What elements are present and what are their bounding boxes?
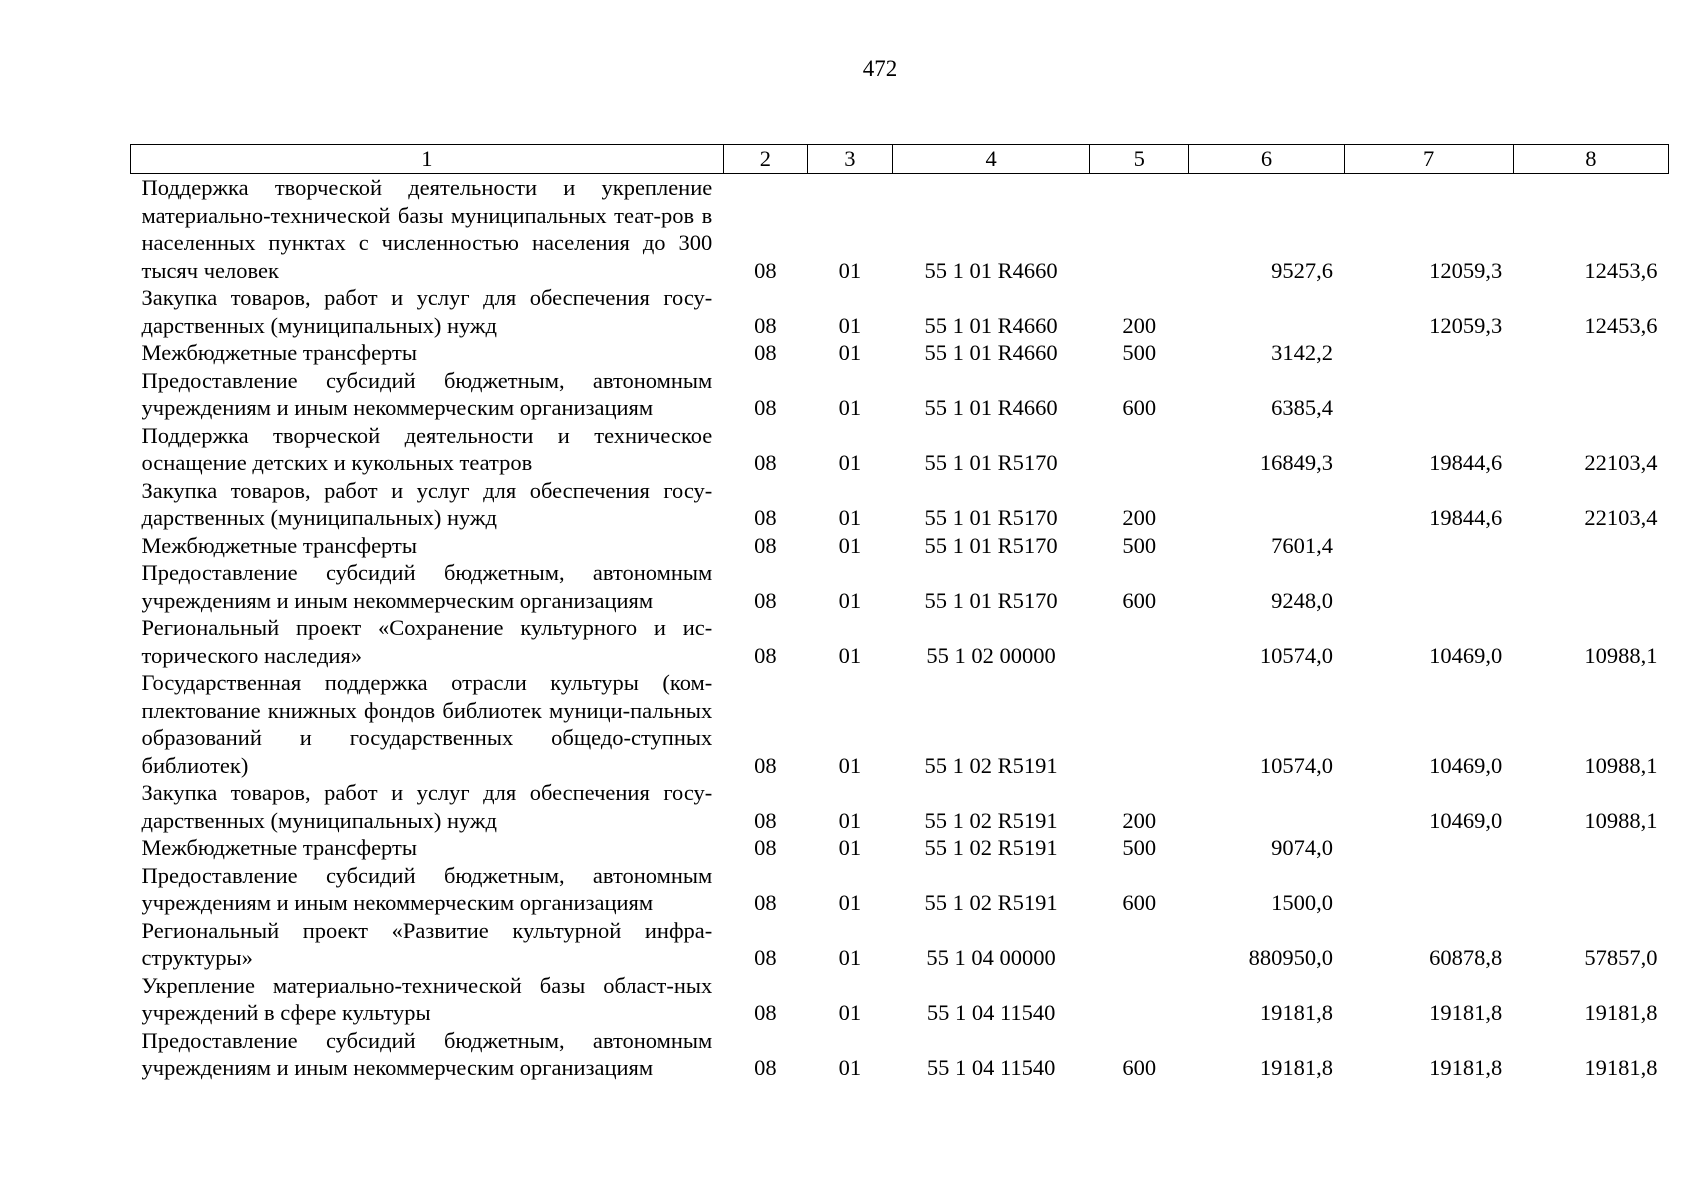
page-number: 472 (862, 56, 898, 81)
column-header: 3 (807, 145, 892, 174)
amount-col7-cell: 10469,0 (1429, 642, 1503, 668)
section-code-cell: 08 (754, 752, 777, 778)
amount-col7-cell: 12059,3 (1429, 312, 1503, 338)
target-article-cell: 55 1 01 R4660 (924, 257, 1058, 283)
amount-col6-cell: 10574,0 (1259, 642, 1334, 668)
expense-type-cell: 500 (1122, 835, 1157, 860)
table-row (131, 1027, 1669, 1082)
row-name-cell: Межбюджетные трансферты (141, 340, 417, 365)
expense-type-cell: 500 (1122, 532, 1157, 558)
section-code-cell: 08 (754, 340, 777, 365)
target-article-cell: 55 1 04 11540 (926, 1000, 1056, 1025)
amount-col7-cell: 19181,8 (1429, 1055, 1503, 1080)
amount-col7-cell (1344, 367, 1513, 422)
table-row (131, 614, 1669, 669)
subsection-code-cell: 01 (838, 1055, 862, 1080)
target-article-cell: 55 1 04 00000 (926, 945, 1056, 970)
row-name-cell: Закупка товаров, работ и услуг для обеспечения госу-дарственных (муниципальных) нужд (141, 477, 713, 530)
subsection-code-cell: 01 (838, 890, 862, 915)
subsection-code-cell: 01 (838, 945, 862, 970)
subsection-code-cell: 01 (838, 312, 862, 338)
amount-col7-cell: 12059,3 (1429, 257, 1503, 283)
amount-col8-cell: 22103,4 (1584, 505, 1658, 530)
subsection-code-cell: 01 (838, 807, 862, 833)
subsection-code-cell: 01 (838, 257, 862, 283)
row-name-cell: Государственная поддержка отрасли культуры (ком-плектование книжных фондов библиотек муници-пальных образований и государственных общедо-ступных библиотек) (141, 670, 713, 778)
subsection-code-cell: 01 (838, 1000, 862, 1025)
subsection-code-cell: 01 (838, 532, 862, 558)
target-article-cell: 55 1 02 R5191 (924, 835, 1058, 860)
table-row (131, 367, 1669, 422)
column-header: 6 (1189, 145, 1344, 174)
table-row (131, 779, 1669, 834)
amount-col7-cell (1344, 532, 1513, 560)
amount-col8-cell: 10988,1 (1584, 752, 1658, 778)
section-code-cell: 08 (754, 532, 777, 558)
section-code-cell: 08 (754, 807, 777, 833)
table-row (131, 532, 1669, 560)
subsection-code-cell: 01 (838, 587, 862, 613)
expense-type-cell: 600 (1122, 395, 1157, 420)
row-name-cell: Региональный проект «Развитие культурной инфра-структуры» (141, 917, 713, 970)
amount-col7-cell: 19844,6 (1429, 505, 1503, 530)
subsection-code-cell: 01 (838, 450, 862, 475)
amount-col8-cell: 19181,8 (1584, 1000, 1658, 1025)
amount-col6-cell (1189, 779, 1344, 834)
table-body (131, 174, 1669, 1082)
amount-col6-cell: 9248,0 (1271, 587, 1334, 613)
table-row (131, 174, 1669, 285)
amount-col7-cell (1344, 862, 1513, 917)
column-header: 2 (723, 145, 807, 174)
amount-col6-cell: 3142,2 (1271, 340, 1334, 365)
row-name-cell: Укрепление материально-технической базы област-ных учреждений в сфере культуры (141, 972, 713, 1025)
row-name-cell: Закупка товаров, работ и услуг для обеспечения госу-дарственных (муниципальных) нужд (141, 285, 713, 338)
subsection-code-cell: 01 (838, 395, 862, 420)
row-name-cell: Предоставление субсидий бюджетным, автономным учреждениям и иным некоммерческим организациям (141, 560, 713, 613)
subsection-code-cell: 01 (838, 340, 862, 365)
amount-col7-cell: 19181,8 (1429, 1000, 1503, 1025)
amount-col6-cell: 19181,8 (1259, 1000, 1334, 1025)
expense-type-cell: 200 (1122, 505, 1157, 530)
target-article-cell: 55 1 02 00000 (926, 642, 1056, 668)
expense-type-cell (1090, 422, 1189, 477)
section-code-cell: 08 (754, 1000, 777, 1025)
expense-type-cell (1090, 669, 1189, 779)
target-article-cell: 55 1 02 R5191 (924, 890, 1058, 915)
amount-col7-cell: 60878,8 (1429, 945, 1503, 970)
column-header: 1 (131, 145, 724, 174)
table-row (131, 559, 1669, 614)
amount-col7-cell: 10469,0 (1429, 752, 1503, 778)
amount-col8-cell: 22103,4 (1584, 450, 1658, 475)
column-header: 5 (1090, 145, 1189, 174)
row-name-cell: Региональный проект «Сохранение культурного и ис-торического наследия» (141, 615, 713, 668)
target-article-cell: 55 1 01 R5170 (924, 587, 1058, 613)
amount-col8-cell: 12453,6 (1584, 257, 1658, 283)
target-article-cell: 55 1 01 R5170 (924, 532, 1058, 558)
amount-col8-cell: 57857,0 (1584, 945, 1658, 970)
table-row (131, 339, 1669, 367)
row-name-cell: Предоставление субсидий бюджетным, автономным учреждениям и иным некоммерческим организациям (141, 862, 713, 915)
expense-type-cell (1090, 614, 1189, 669)
expense-type-cell: 600 (1122, 890, 1157, 915)
amount-col8-cell (1513, 559, 1668, 614)
table-row (131, 477, 1669, 532)
row-name-cell: Поддержка творческой деятельности и техническое оснащение детских и кукольных театров (141, 422, 713, 475)
amount-col6-cell: 6385,4 (1271, 395, 1334, 420)
section-code-cell: 08 (754, 587, 777, 613)
expense-type-cell: 200 (1122, 807, 1157, 833)
column-header: 8 (1513, 145, 1668, 174)
target-article-cell: 55 1 02 R5191 (924, 752, 1058, 778)
amount-col6-cell: 880950,0 (1248, 945, 1334, 970)
row-name-cell: Межбюджетные трансферты (141, 835, 417, 860)
table-row (131, 972, 1669, 1027)
amount-col7-cell (1344, 559, 1513, 614)
amount-col6-cell: 10574,0 (1259, 752, 1334, 778)
amount-col7-cell: 10469,0 (1429, 807, 1503, 833)
target-article-cell: 55 1 04 11540 (926, 1055, 1056, 1080)
target-article-cell: 55 1 01 R5170 (924, 450, 1058, 475)
amount-col6-cell: 7601,4 (1271, 532, 1334, 558)
table-row (131, 422, 1669, 477)
row-name-cell: Межбюджетные трансферты (141, 532, 417, 558)
column-header: 4 (892, 145, 1089, 174)
amount-col8-cell (1513, 339, 1668, 367)
amount-col8-cell (1513, 834, 1668, 862)
subsection-code-cell: 01 (838, 642, 862, 668)
amount-col8-cell (1513, 367, 1668, 422)
amount-col6-cell (1189, 284, 1344, 339)
expense-type-cell: 500 (1122, 340, 1157, 365)
section-code-cell: 08 (754, 257, 777, 283)
header-row (131, 145, 1669, 174)
table-row (131, 284, 1669, 339)
section-code-cell: 08 (754, 642, 777, 668)
amount-col6-cell (1189, 477, 1344, 532)
row-name-cell: Поддержка творческой деятельности и укрепление материально-технической базы муниципальных теат-ров в населенных пунктах с численностью населения до 300 тысяч человек (141, 175, 713, 283)
expense-type-cell: 200 (1122, 312, 1157, 338)
subsection-code-cell: 01 (838, 752, 862, 778)
amount-col8-cell: 10988,1 (1584, 642, 1658, 668)
table-row (131, 834, 1669, 862)
amount-col6-cell: 1500,0 (1271, 890, 1334, 915)
section-code-cell: 08 (754, 835, 777, 860)
row-name-cell: Предоставление субсидий бюджетным, автономным учреждениям и иным некоммерческим организациям (141, 367, 713, 420)
amount-col6-cell: 16849,3 (1259, 450, 1334, 475)
amount-col8-cell: 12453,6 (1584, 312, 1658, 338)
expense-type-cell (1090, 972, 1189, 1027)
row-name-cell: Предоставление субсидий бюджетным, автономным учреждениям и иным некоммерческим организациям (141, 1027, 713, 1080)
expense-type-cell (1090, 174, 1189, 285)
amount-col8-cell: 10988,1 (1584, 807, 1658, 833)
amount-col7-cell: 19844,6 (1429, 450, 1503, 475)
column-header: 7 (1344, 145, 1513, 174)
table-row (131, 917, 1669, 972)
section-code-cell: 08 (754, 312, 777, 338)
subsection-code-cell: 01 (838, 505, 862, 530)
target-article-cell: 55 1 01 R4660 (924, 312, 1058, 338)
expense-type-cell: 600 (1122, 587, 1157, 613)
target-article-cell: 55 1 02 R5191 (924, 807, 1058, 833)
amount-col8-cell (1513, 862, 1668, 917)
table-row (131, 669, 1669, 779)
section-code-cell: 08 (754, 450, 777, 475)
row-name-cell: Закупка товаров, работ и услуг для обеспечения госу-дарственных (муниципальных) нужд (141, 780, 713, 833)
target-article-cell: 55 1 01 R5170 (924, 505, 1058, 530)
section-code-cell: 08 (754, 505, 777, 530)
target-article-cell: 55 1 01 R4660 (924, 340, 1058, 365)
amount-col6-cell: 9527,6 (1271, 257, 1334, 283)
amount-col8-cell (1513, 532, 1668, 560)
budget-table (130, 144, 1669, 1082)
amount-col7-cell (1344, 834, 1513, 862)
table-header (131, 145, 1669, 174)
amount-col8-cell: 19181,8 (1584, 1055, 1658, 1080)
amount-col6-cell: 9074,0 (1271, 835, 1334, 860)
table-row (131, 862, 1669, 917)
section-code-cell: 08 (754, 890, 777, 915)
expense-type-cell: 600 (1122, 1055, 1157, 1080)
section-code-cell: 08 (754, 395, 777, 420)
expense-type-cell (1090, 917, 1189, 972)
target-article-cell: 55 1 01 R4660 (924, 395, 1058, 420)
section-code-cell: 08 (754, 1055, 777, 1080)
amount-col7-cell (1344, 339, 1513, 367)
subsection-code-cell: 01 (838, 835, 862, 860)
section-code-cell: 08 (754, 945, 777, 970)
amount-col6-cell: 19181,8 (1259, 1055, 1334, 1080)
